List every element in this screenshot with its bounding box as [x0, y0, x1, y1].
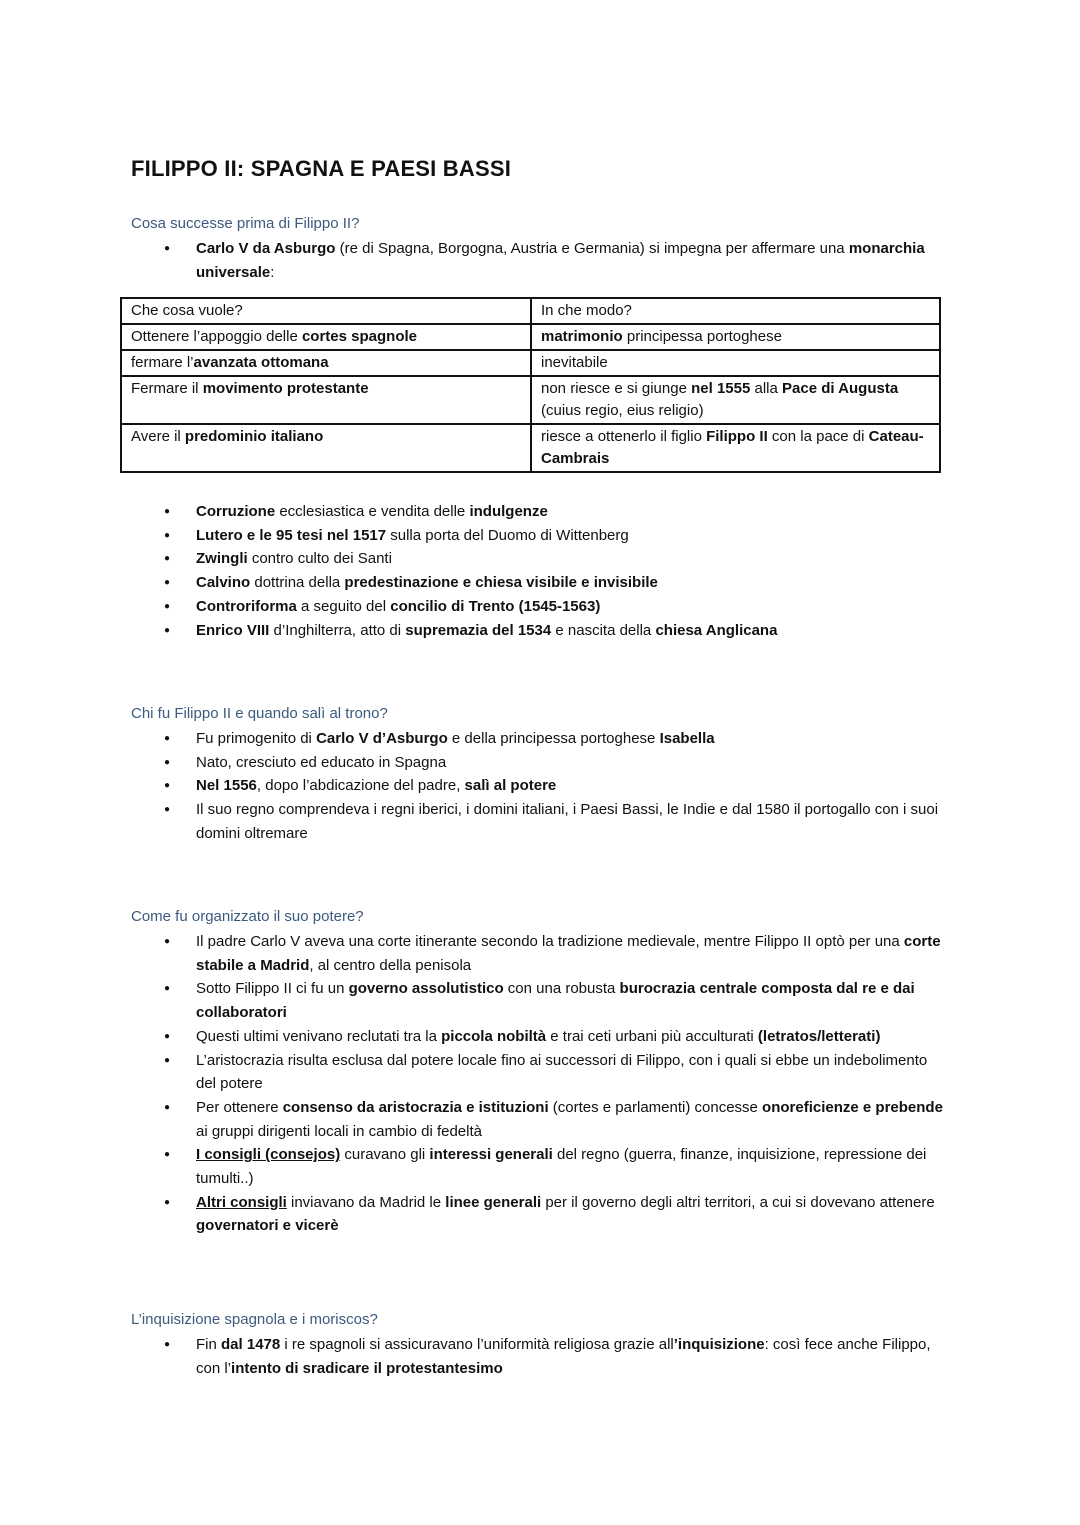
list-item: ● Questi ultimi venivano reclutati tra la piccola nobiltà e trai ceti urbani più acculturati (letratos/letterati)	[131, 1025, 946, 1049]
table-cell: Ottenere l’appoggio delle cortes spagnole	[121, 324, 531, 350]
list-item: ● Nel 1556, dopo l’abdicazione del padre, salì al potere	[131, 774, 946, 798]
list-item: ● Controriforma a seguito del concilio di Trento (1545-1563)	[131, 595, 946, 619]
section-list-before-philip	[131, 237, 946, 284]
list-item: ● L’aristocrazia risulta esclusa dal potere locale fino ai successori di Filippo, con i quali si ebbe un indebolimento del potere	[131, 1049, 946, 1096]
table-row	[121, 350, 940, 376]
list-item: ● Nato, cresciuto ed educato in Spagna	[131, 751, 946, 775]
section-heading-before-philip: Cosa successe prima di Filippo II?	[131, 215, 360, 232]
list-item: ● Calvino dottrina della predestinazione e chiesa visibile e invisibile	[131, 571, 946, 595]
table-cell: non riesce e si giunge nel 1555 alla Pace di Augusta (cuius regio, eius religio)	[531, 376, 940, 424]
list-item: ● Il suo regno comprendeva i regni iberici, i domini italiani, i Paesi Bassi, le Indie e dal 1580 il portogallo con i suoi domini oltremare	[131, 798, 946, 845]
section-heading-power-organization: Come fu organizzato il suo potere?	[131, 908, 364, 925]
table-cell: riesce a ottenerlo il figlio Filippo II con la pace di Cateau-Cambrais	[531, 424, 940, 472]
table-cell: In che modo?	[531, 298, 940, 324]
list-item: ● Il padre Carlo V aveva una corte itinerante secondo la tradizione medievale, mentre Filippo II optò per una corte stabile a Madrid, al centro della penisola	[131, 930, 946, 977]
section-heading-who-was-philip: Chi fu Filippo II e quando salì al trono?	[131, 705, 388, 722]
table-cell: matrimonio principessa portoghese	[531, 324, 940, 350]
table-row	[121, 376, 940, 424]
table-cell: Avere il predominio italiano	[121, 424, 531, 472]
list-item: ● Per ottenere consenso da aristocrazia e istituzioni (cortes e parlamenti) concesse onoreficienze e prebende ai gruppi dirigenti locali in cambio di fedeltà	[131, 1096, 946, 1143]
table-cell: Che cosa vuole?	[121, 298, 531, 324]
table-row	[121, 298, 940, 324]
section-list-who-was-philip	[131, 727, 946, 846]
list-item: ● Lutero e le 95 tesi nel 1517 sulla porta del Duomo di Wittenberg	[131, 524, 946, 548]
section-heading-inquisition: L’inquisizione spagnola e i moriscos?	[131, 1311, 378, 1328]
table-row	[121, 324, 940, 350]
list-item: ● I consigli (consejos) curavano gli interessi generali del regno (guerra, finanze, inquisizione, repressione dei tumulti..)	[131, 1143, 946, 1190]
list-item: ● Corruzione ecclesiastica e vendita delle indulgenze	[131, 500, 946, 524]
section-list-power-organization	[131, 930, 946, 1238]
section-list-inquisition	[131, 1333, 946, 1380]
list-item: ● Carlo V da Asburgo (re di Spagna, Borgogna, Austria e Germania) si impegna per affermare una monarchia universale:	[131, 237, 946, 284]
table-row	[121, 424, 940, 472]
table-cell: Fermare il movimento protestante	[121, 376, 531, 424]
list-item: ● Fin dal 1478 i re spagnoli si assicuravano l’uniformità religiosa grazie all’inquisizione: così fece anche Filippo, con l’intento di sradicare il protestantesimo	[131, 1333, 946, 1380]
list-item: ● Enrico VIII d’Inghilterra, atto di supremazia del 1534 e nascita della chiesa Anglicana	[131, 619, 946, 643]
list-item: ● Altri consigli inviavano da Madrid le linee generali per il governo degli altri territori, a cui si dovevano attenere governatori e vicerè	[131, 1191, 946, 1238]
page-title: FILIPPO II: SPAGNA E PAESI BASSI	[131, 156, 512, 181]
list-item: ● Sotto Filippo II ci fu un governo assolutistico con una robusta burocrazia centrale composta dal re e dai collaboratori	[131, 977, 946, 1024]
table-cell: inevitabile	[531, 350, 940, 376]
goals-table	[120, 297, 941, 473]
table-cell: fermare l’avanzata ottomana	[121, 350, 531, 376]
list-item: ● Zwingli contro culto dei Santi	[131, 547, 946, 571]
reformation-list	[131, 500, 946, 642]
list-item: ● Fu primogenito di Carlo V d’Asburgo e della principessa portoghese Isabella	[131, 727, 946, 751]
